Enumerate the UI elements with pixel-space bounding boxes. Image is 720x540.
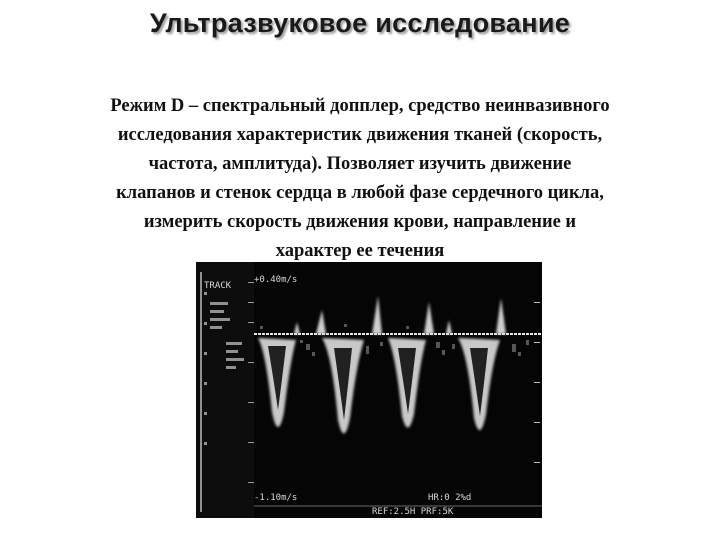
text-line: исследования характеристик движения тканей (скорость, [117,125,603,145]
description-text [20,92,700,266]
scale-top-label: +0.40m/s [254,275,298,285]
text-line: клапанов и стенок сердца в любой фазе сердечного цикла, [116,183,604,203]
doppler-spectrum-graphic [196,262,542,518]
doppler-spectrum-image [196,262,542,518]
text-line: измерить скорость движения крови, направление и [143,212,577,232]
side-label: TRACK [204,281,232,291]
footer-label: REF:2.5H PRF:5K [372,507,454,517]
slide-title: Ультразвуковое исследование [149,8,571,38]
text-line: частота, амплитуда). Позволяет изучить движение [148,154,572,174]
text-line: Режим D – спектральный допплер, средство неинвазивного [110,96,610,116]
text-line: характер ее течения [275,241,445,261]
hr-label: HR:0 2%d [428,493,472,503]
scale-bottom-label: -1.10m/s [254,493,298,503]
